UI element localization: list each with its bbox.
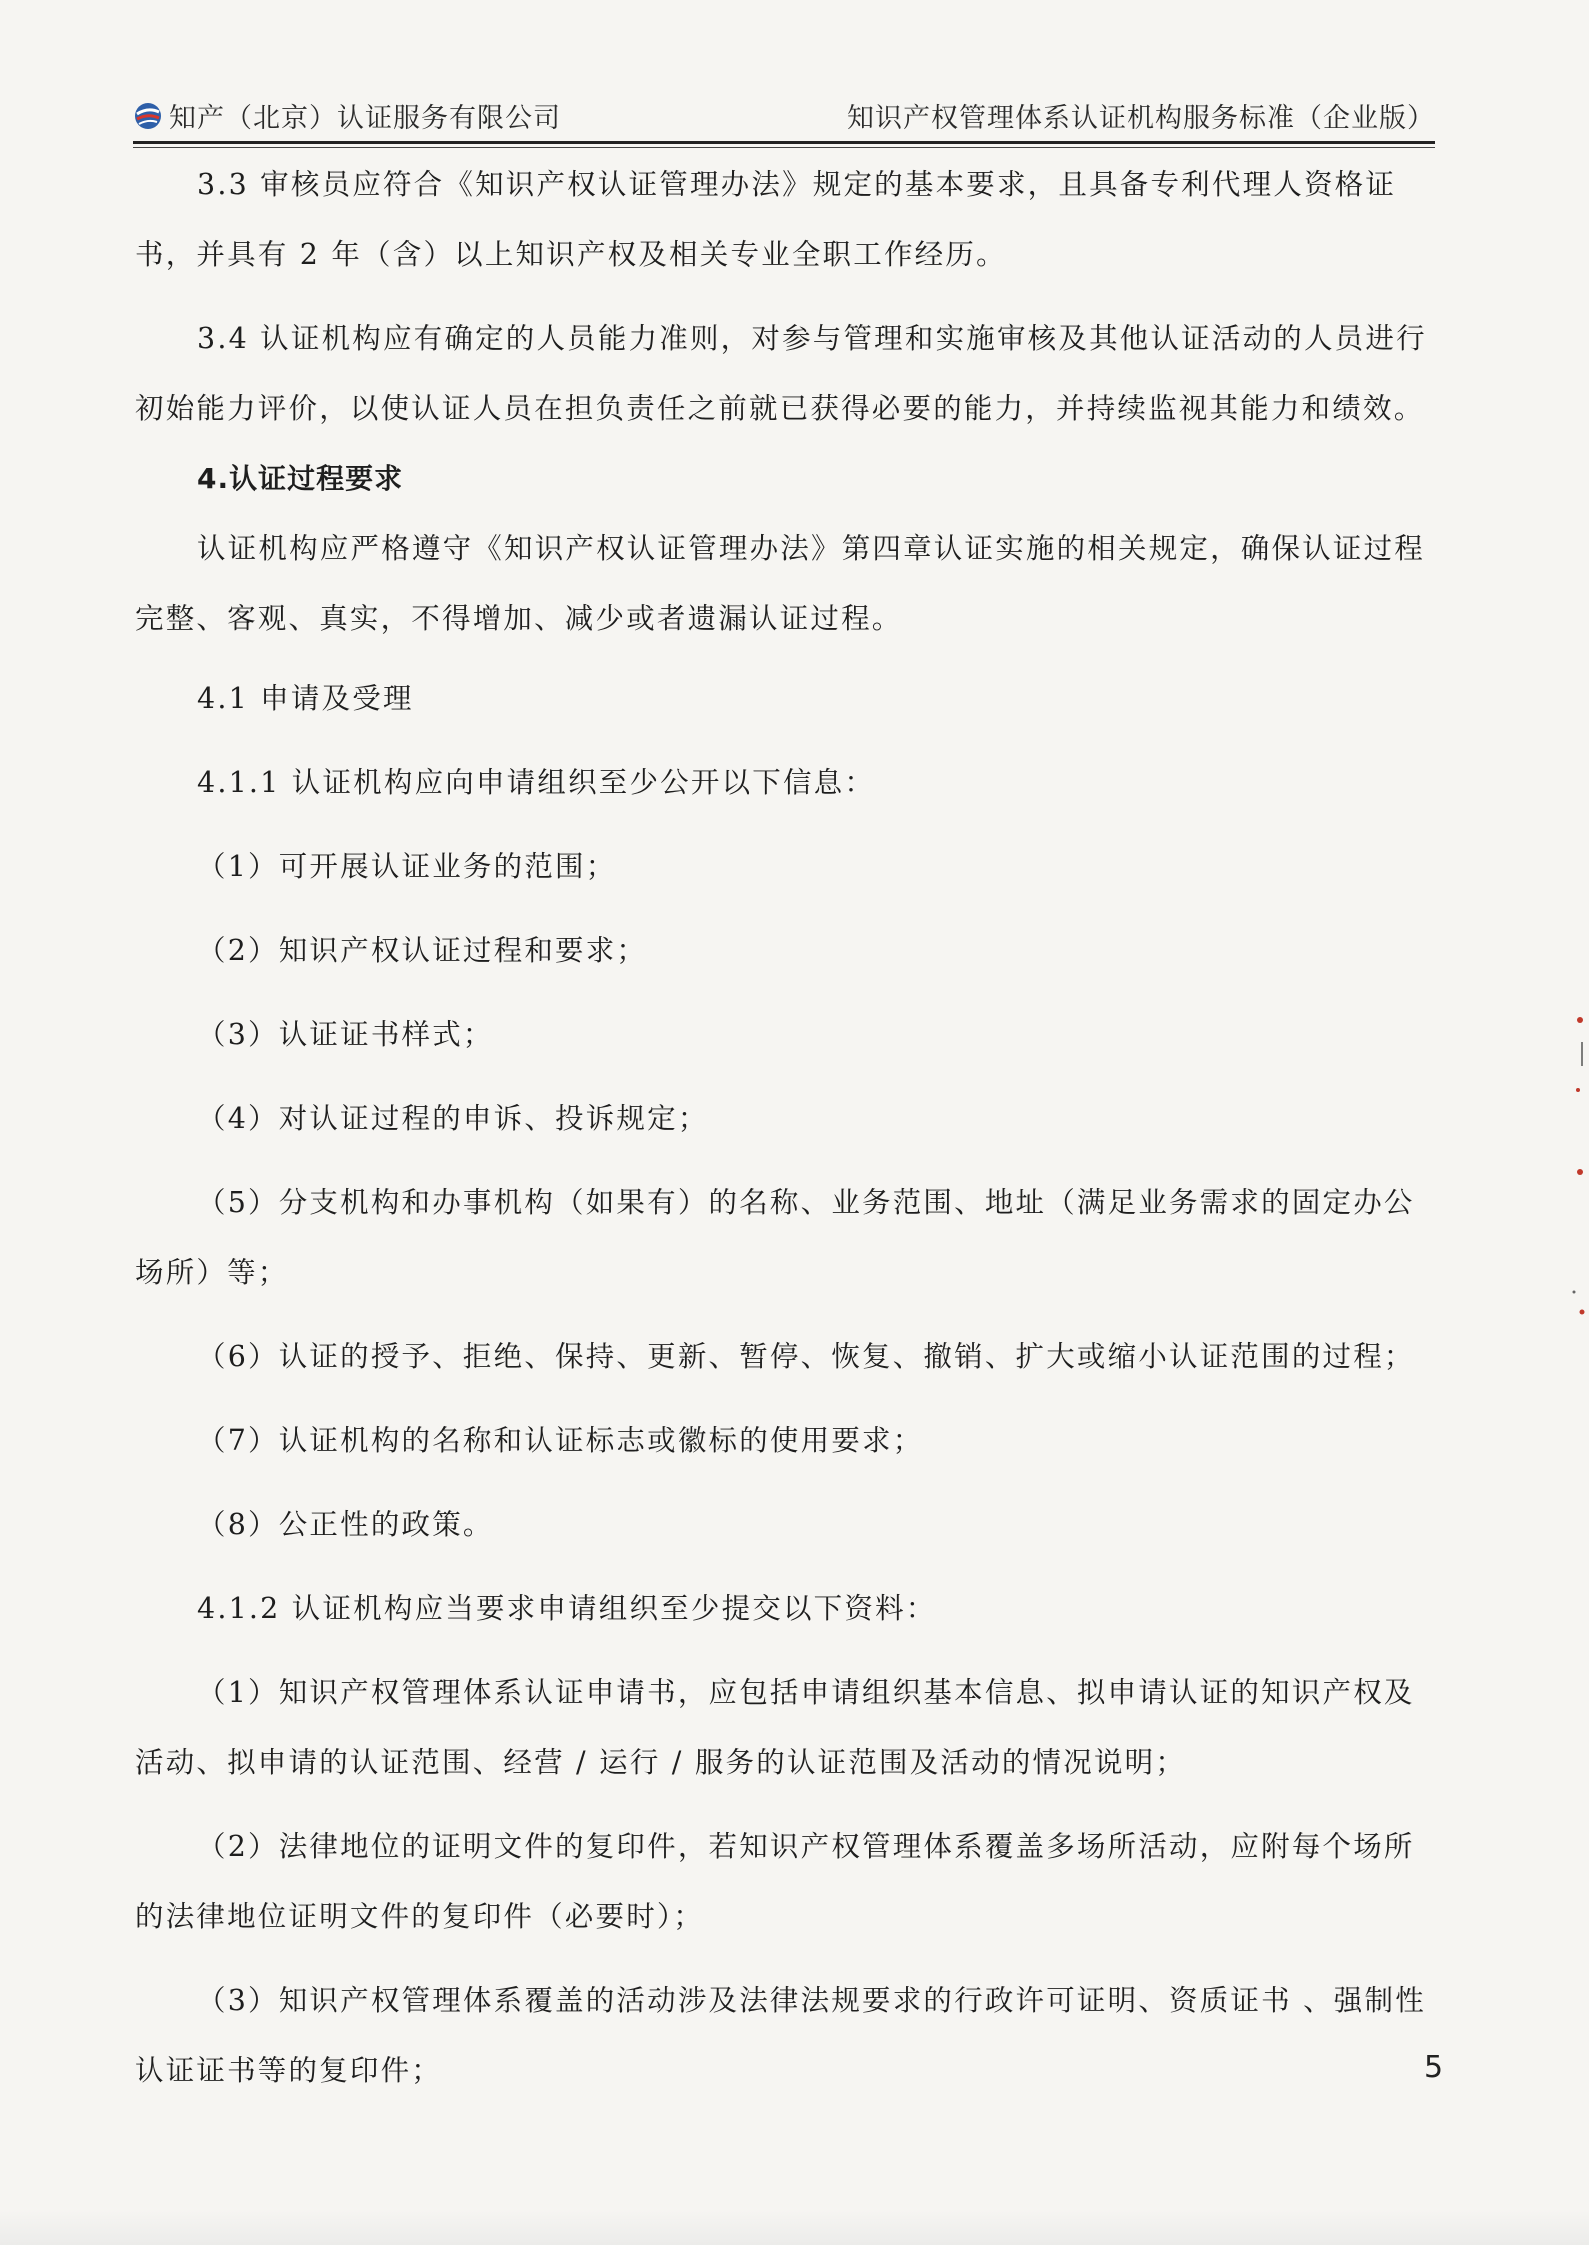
- list-item-4-1-2-2: （2）法律地位的证明文件的复印件，若知识产权管理体系覆盖多场所活动，应附每个场所的法律地位证明文件的复印件（必要时）；: [135, 1830, 1415, 1933]
- header-divider-thin: [133, 147, 1435, 148]
- header-company: [133, 96, 561, 135]
- paragraph-3-3: 3.3 审核员应符合《知识产权认证管理办法》规定的基本要求，且具备专利代理人资格证书，并具有 2 年（含）以上知识产权及相关专业全职工作经历。: [135, 168, 1397, 271]
- subsection-4-1-2: 4.1.2 认证机构应当要求申请组织至少提交以下资料：: [197, 1592, 937, 1625]
- document-body: [135, 150, 1445, 2106]
- company-name: 知产（北京）认证服务有限公司: [169, 103, 561, 134]
- list-item-4-1-2-1: （1）知识产权管理体系认证申请书，应包括申请组织基本信息、拟申请认证的知识产权及活动、拟申请的认证范围、经营 / 运行 / 服务的认证范围及活动的情况说明；: [135, 1676, 1415, 1779]
- list-item-4-1-1-2: （2）知识产权认证过程和要求；: [197, 934, 648, 967]
- binding-edge-marks: [1560, 1010, 1589, 1340]
- page-number: 5: [1424, 2050, 1444, 2085]
- list-item-4-1-1-4: （4）对认证过程的申诉、投诉规定；: [197, 1102, 709, 1135]
- paragraph-3-4: 3.4 认证机构应有确定的人员能力准则，对参与管理和实施审核及其他认证活动的人员进行初始能力评价，以使认证人员在担负责任之前就已获得必要的能力，并持续监视其能力和绩效。: [135, 322, 1427, 425]
- page-header: [133, 86, 1435, 138]
- document-title: 知识产权管理体系认证机构服务标准（企业版）: [847, 103, 1435, 134]
- list-item-4-1-2-3: （3）知识产权管理体系覆盖的活动涉及法律法规要求的行政许可证明、资质证书 、强制性认证证书等的复印件；: [135, 1984, 1426, 2087]
- list-item-4-1-1-6: （6）认证的授予、拒绝、保持、更新、暂停、恢复、撤销、扩大或缩小认证范围的过程；: [197, 1340, 1415, 1373]
- subsection-4-1-1: 4.1.1 认证机构应向申请组织至少公开以下信息：: [197, 766, 876, 799]
- list-item-4-1-1-8: （8）公正性的政策。: [197, 1508, 494, 1541]
- subsection-4-1: 4.1 申请及受理: [197, 682, 414, 715]
- list-item-4-1-1-3: （3）认证证书样式；: [197, 1018, 494, 1051]
- list-item-4-1-1-5: （5）分支机构和办事机构（如果有）的名称、业务范围、地址（满足业务需求的固定办公场所）等；: [135, 1186, 1415, 1289]
- section-heading-4: 4.认证过程要求: [197, 462, 404, 495]
- paragraph-4-intro: 认证机构应严格遵守《知识产权认证管理办法》第四章认证实施的相关规定，确保认证过程完整、客观、真实，不得增加、减少或者遗漏认证过程。: [135, 532, 1426, 635]
- list-item-4-1-1-7: （7）认证机构的名称和认证标志或徽标的使用要求；: [197, 1424, 924, 1457]
- header-divider: [133, 141, 1435, 144]
- page-bottom-edge: [0, 2210, 1589, 2245]
- company-logo-icon: [133, 101, 163, 131]
- list-item-4-1-1-1: （1）可开展认证业务的范围；: [197, 850, 617, 883]
